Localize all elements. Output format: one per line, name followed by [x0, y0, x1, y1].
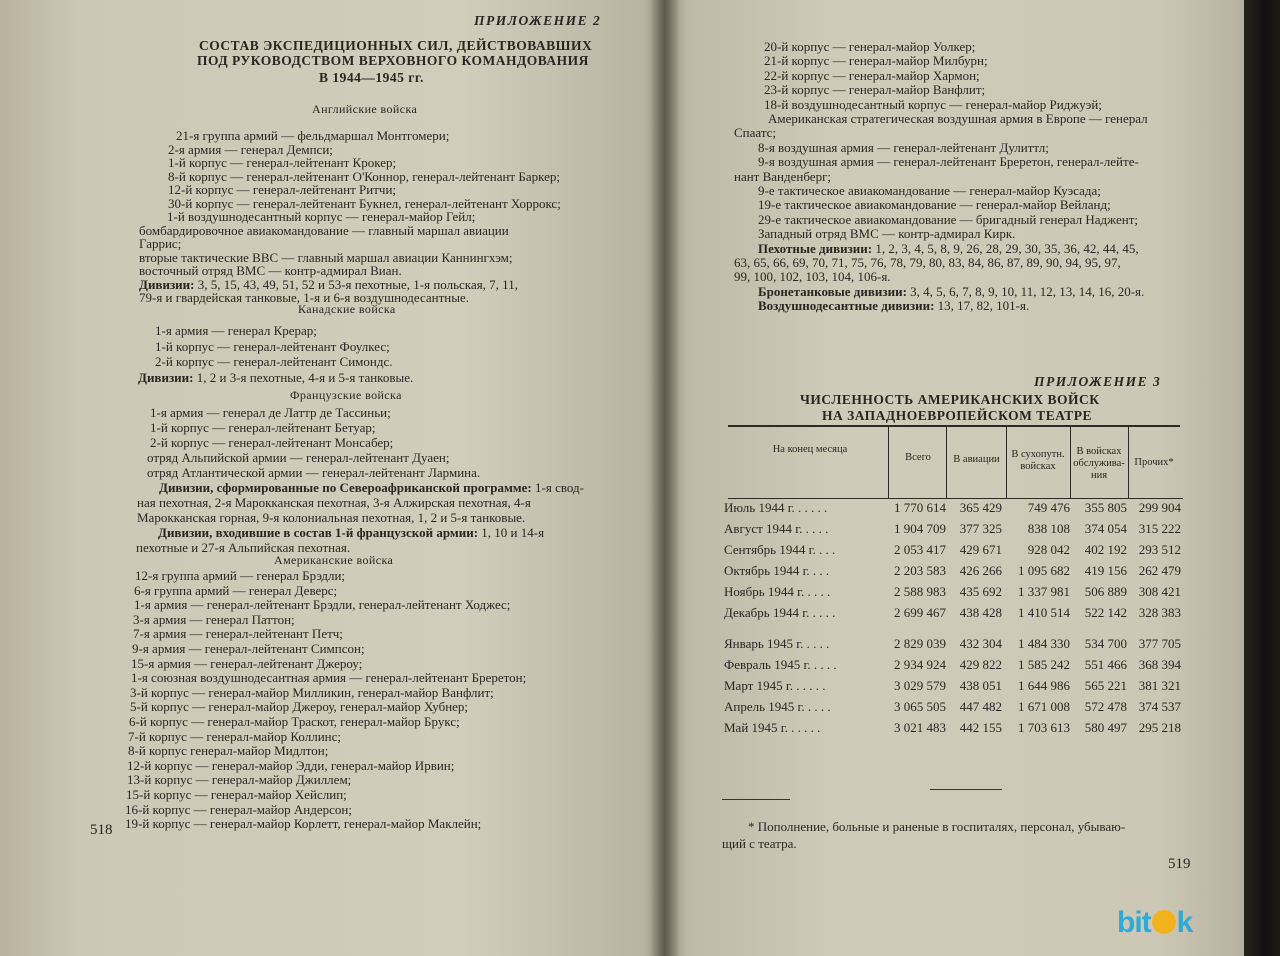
- canadian-block-line: 1-я армия — генерал Крерар;: [155, 323, 317, 338]
- total-cell: 2 699 467: [894, 605, 946, 620]
- line-rest: 1, 2, 3, 4, 5, 8, 9, 26, 28, 29, 30, 35, 36, 42, 44, 45,: [872, 240, 1139, 256]
- service-cell: 506 889: [1084, 584, 1127, 599]
- month-cell: Апрель 1945 г. . . . .: [724, 699, 831, 714]
- month-cell: Май 1945 г. . . . . .: [724, 720, 821, 735]
- french-block-line: Марокканская горная, 9-я колониальная пехотная, 1, 2 и 5-я танковые.: [137, 510, 526, 525]
- other-cell: 308 421: [1138, 584, 1181, 599]
- right-title-line-1: ЧИСЛЕННОСТЬ АМЕРИКАНСКИХ ВОЙСК: [800, 392, 1100, 407]
- right-continued-line: 99, 100, 102, 103, 104, 106-я.: [734, 269, 891, 285]
- footnote-line-2: щий с театра.: [722, 836, 797, 851]
- total-cell: 3 029 579: [894, 678, 946, 693]
- service-cell: 522 142: [1084, 605, 1127, 620]
- bold-prefix: Воздушнодесантные дивизии:: [758, 298, 935, 314]
- right-continued-line: 9-е тактическое авиакомандование — генерал-майор Куэсада;: [758, 183, 1101, 198]
- right-continued-line: [758, 298, 1029, 313]
- french-block-line: ная пехотная, 2-я Марокканская пехотная, 3-я Алжирская пехотная, 4-я: [137, 495, 531, 510]
- french-block-line: [158, 525, 544, 540]
- right-continued-line: 23-й корпус — генерал-майор Ванфлит;: [764, 82, 986, 98]
- canadian-block-line: [138, 370, 413, 385]
- air-cell: 429 671: [959, 542, 1002, 557]
- total-cell: 2 203 583: [894, 563, 946, 578]
- british-block-line: 12-й корпус — генерал-лейтенант Ритчи;: [168, 182, 397, 197]
- month-cell: Ноябрь 1944 г. . . . .: [724, 584, 831, 599]
- ground-cell: 1 671 008: [1018, 699, 1070, 714]
- american-block-line: 15-й корпус — генерал-майор Хейслип;: [126, 787, 347, 802]
- service-cell: 534 700: [1084, 636, 1127, 651]
- total-cell: 2 588 983: [894, 584, 946, 599]
- total-cell: 3 021 483: [894, 720, 946, 735]
- watermark-text-1: bit: [1117, 906, 1151, 939]
- footnote-line-1: * Пополнение, больные и раненые в госпиталях, персонал, убываю-: [748, 819, 1126, 834]
- right-title-line-2: НА ЗАПАДНОЕВРОПЕЙСКОМ ТЕАТРЕ: [822, 408, 1093, 423]
- table-row: [724, 584, 1184, 604]
- left-title-line-3: В 1944—1945 гг.: [319, 70, 424, 85]
- col-header-ground-line: В сухопутн.: [1011, 449, 1065, 460]
- col-header-month: На конец месяца: [772, 444, 848, 455]
- total-cell: 2 053 417: [894, 542, 946, 557]
- bold-prefix: Бронетанковые дивизии:: [758, 283, 907, 299]
- air-cell: 429 822: [959, 657, 1002, 672]
- air-cell: 447 482: [959, 699, 1002, 714]
- right-continued-line: 21-й корпус — генерал-майор Милбурн;: [764, 53, 988, 69]
- left-title-line-1: СОСТАВ ЭКСПЕДИЦИОННЫХ СИЛ, ДЕЙСТВОВАВШИХ: [199, 38, 593, 53]
- total-cell: 3 065 505: [894, 699, 946, 714]
- site-watermark-logo: [1117, 906, 1192, 940]
- british-block-line: 79-я и гвардейская танковые, 1-я и 6-я воздушнодесантные.: [139, 290, 469, 305]
- french-block-line: 1-я армия — генерал де Латтр де Тассиньи;: [150, 405, 391, 420]
- american-block-line: 12-я группа армий — генерал Брэдли;: [135, 568, 346, 583]
- american-block-line: 7-я армия — генерал-лейтенант Петч;: [133, 626, 343, 642]
- book-gutter: [650, 0, 680, 956]
- table-top-rule: [728, 425, 1180, 427]
- month-cell: Сентябрь 1944 г. . . .: [724, 542, 836, 557]
- french-block-line: пехотные и 27-я Альпийская пехотная.: [136, 540, 351, 555]
- american-block-line: 16-й корпус — генерал-майор Андерсон;: [125, 801, 352, 817]
- american-block-line: 1-я союзная воздушнодесантная армия — генерал-лейтенант Бреретон;: [131, 670, 527, 686]
- british-block-line: 1-й воздушнодесантный корпус — генерал-майор Гейл;: [167, 209, 476, 224]
- right-continued-line: 63, 65, 66, 69, 70, 71, 75, 76, 78, 79, 80, 83, 84, 86, 87, 89, 90, 94, 95, 97,: [734, 255, 1121, 270]
- col-header-other: Прочих*: [1134, 457, 1174, 468]
- footnote-rule: [722, 799, 790, 800]
- table-col-divider: [888, 427, 889, 498]
- line-rest: 1, 10 и 14-я: [478, 525, 545, 540]
- service-cell: 572 478: [1084, 699, 1127, 714]
- ground-cell: 928 042: [1027, 542, 1070, 557]
- other-cell: 262 479: [1138, 563, 1181, 578]
- col-header-air: В авиации: [953, 454, 1000, 465]
- bold-prefix: Пехотные дивизии:: [758, 240, 873, 256]
- bold-prefix: Дивизии, сформированные по Североафриканской программе:: [159, 480, 532, 495]
- ground-cell: 1 095 682: [1018, 563, 1070, 578]
- left-title-line-2: ПОД РУКОВОДСТВОМ ВЕРХОВНОГО КОМАНДОВАНИЯ: [197, 53, 589, 68]
- air-cell: 377 325: [959, 521, 1002, 536]
- right-continued-line: 20-й корпус — генерал-майор Уолкер;: [764, 39, 976, 54]
- canadian-heading: Канадские войска: [298, 302, 396, 316]
- air-cell: 438 051: [959, 678, 1002, 693]
- air-cell: 438 428: [959, 605, 1002, 620]
- other-cell: 381 321: [1138, 678, 1181, 693]
- table-bottom-rule: [930, 789, 1002, 790]
- french-block-line: [159, 480, 584, 495]
- air-cell: 442 155: [959, 720, 1002, 735]
- british-heading: Английские войска: [312, 102, 418, 116]
- table-row: [724, 521, 1184, 541]
- total-cell: 2 829 039: [894, 636, 946, 651]
- right-continued-line: [758, 284, 1144, 299]
- ground-cell: 1 644 986: [1018, 678, 1070, 693]
- french-block-line: отряд Атлантической армии — генерал-лейтенант Лармина.: [147, 465, 481, 480]
- bold-prefix: Дивизии:: [139, 276, 195, 292]
- ground-cell: 1 337 981: [1018, 584, 1070, 599]
- other-cell: 315 222: [1138, 521, 1181, 536]
- service-cell: 374 054: [1084, 521, 1127, 536]
- table-row: [724, 542, 1184, 562]
- british-block-line: 2-я армия — генерал Демпси;: [168, 141, 333, 157]
- canadian-block-line: 1-й корпус — генерал-лейтенант Фоулкес;: [155, 338, 390, 354]
- american-block-line: 9-я армия — генерал-лейтенант Симпсон;: [132, 641, 365, 656]
- right-continued-line: Спаатс;: [734, 125, 777, 141]
- table-row: [724, 636, 1184, 656]
- total-cell: 1 770 614: [894, 500, 946, 515]
- american-block-line: 7-й корпус — генерал-майор Коллинс;: [128, 728, 342, 744]
- ground-cell: 1 484 330: [1018, 636, 1070, 651]
- american-block-line: 8-й корпус генерал-майор Мидлтон;: [128, 743, 329, 759]
- british-block-line: вторые тактические ВВС — главный маршал авиации Каннингхэм;: [139, 249, 513, 265]
- canadian-block-line: 2-й корпус — генерал-лейтенант Симондс.: [155, 354, 393, 369]
- american-block-line: 1-я армия — генерал-лейтенант Брэдли, генерал-лейтенант Ходжес;: [134, 597, 511, 613]
- air-cell: 432 304: [959, 636, 1002, 651]
- british-block-line: 8-й корпус — генерал-лейтенант О'Коннор, генерал-лейтенант Баркер;: [168, 168, 560, 184]
- page-number-right: 519: [1168, 856, 1191, 872]
- watermark-o-icon: [1152, 910, 1176, 934]
- service-cell: 551 466: [1084, 657, 1127, 672]
- right-continued-line: Американская стратегическая воздушная армия в Европе — генерал: [768, 111, 1148, 126]
- book-cover-edge: [1242, 0, 1280, 956]
- col-header-service-line: В войсках: [1076, 446, 1122, 457]
- total-cell: 1 904 709: [894, 521, 946, 536]
- american-block-line: 6-й корпус — генерал-майор Траскот, генерал-майор Брукс;: [129, 714, 460, 729]
- line-rest: 13, 17, 82, 101-я.: [934, 298, 1030, 314]
- line-rest: 3, 4, 5, 6, 7, 8, 9, 10, 11, 12, 13, 14, 16, 20-я.: [906, 283, 1145, 299]
- french-block-line: отряд Альпийской армии — генерал-лейтенант Дуаен;: [147, 450, 450, 465]
- french-block-line: 1-й корпус — генерал-лейтенант Бетуар;: [150, 420, 376, 435]
- right-continued-line: 18-й воздушнодесантный корпус — генерал-майор Риджуэй;: [764, 96, 1102, 112]
- month-cell: Август 1944 г. . . . .: [724, 521, 829, 536]
- page-number-left: 518: [90, 822, 113, 838]
- other-cell: 377 705: [1138, 636, 1181, 651]
- col-header-service: [1070, 446, 1128, 482]
- american-block-line: 19-й корпус — генерал-майор Корлетт, генерал-майор Маклейн;: [125, 816, 482, 832]
- other-cell: 299 904: [1138, 500, 1181, 515]
- month-cell: Декабрь 1944 г. . . . .: [724, 605, 836, 620]
- british-block-line: 30-й корпус — генерал-лейтенант Букнел, генерал-лейтенант Хоррокс;: [168, 195, 561, 211]
- american-block-line: 3-я армия — генерал Паттон;: [133, 611, 295, 627]
- ground-cell: 1 703 613: [1018, 720, 1070, 735]
- service-cell: 402 192: [1084, 542, 1127, 557]
- american-block-line: 13-й корпус — генерал-майор Джиллем;: [127, 772, 352, 788]
- ground-cell: 838 108: [1027, 521, 1070, 536]
- ground-cell: 1 410 514: [1018, 605, 1070, 620]
- british-block-line: 1-й корпус — генерал-лейтенант Крокер;: [168, 155, 397, 170]
- table-row: [724, 678, 1184, 698]
- line-rest: 3, 5, 15, 43, 49, 51, 52 и 53-я пехотные, 1-я польская, 7, 11,: [194, 276, 518, 292]
- french-block-line: 2-й корпус — генерал-лейтенант Монсабер;: [150, 435, 394, 450]
- other-cell: 374 537: [1138, 699, 1181, 714]
- other-cell: 368 394: [1138, 657, 1181, 672]
- right-continued-line: нант Ванденберг;: [734, 168, 832, 184]
- british-block-line: бомбардировочное авиакомандование — главный маршал авиации: [139, 222, 509, 238]
- right-continued-line: Западный отряд ВМС — контр-адмирал Кирк.: [758, 226, 1016, 242]
- service-cell: 565 221: [1084, 678, 1127, 693]
- right-continued-line: 19-е тактическое авиакомандование — генерал-майор Вейланд;: [758, 197, 1111, 213]
- american-block-line: 6-я группа армий — генерал Деверс;: [134, 582, 338, 598]
- american-block-line: 15-я армия — генерал-лейтенант Джероу;: [131, 655, 363, 671]
- appendix-label-2: ПРИЛОЖЕНИЕ 2: [474, 13, 602, 28]
- right-continued-line: [758, 241, 1139, 256]
- other-cell: 293 512: [1138, 542, 1181, 557]
- right-continued-line: 29-е тактическое авиакомандование — бригадный генерал Наджент;: [758, 211, 1138, 227]
- british-block-line: восточный отряд ВМС — контр-адмирал Виан.: [139, 263, 402, 278]
- service-cell: 419 156: [1084, 563, 1127, 578]
- service-cell: 355 805: [1084, 500, 1127, 515]
- col-header-ground: [1006, 449, 1070, 473]
- table-row: [724, 699, 1184, 719]
- other-cell: 328 383: [1138, 605, 1181, 620]
- table-row: [724, 605, 1184, 625]
- bold-prefix: Дивизии, входившие в состав 1-й французской армии:: [158, 525, 479, 540]
- table-row: [724, 657, 1184, 677]
- table-row: [724, 563, 1184, 583]
- month-cell: Февраль 1945 г. . . . .: [724, 657, 837, 672]
- col-header-service-line: обслужива-: [1073, 458, 1125, 469]
- total-cell: 2 934 924: [894, 657, 946, 672]
- table-header-rule: [728, 498, 1183, 499]
- col-header-total: Всего: [905, 452, 931, 463]
- right-continued-line: 22-й корпус — генерал-майор Хармон;: [764, 67, 980, 83]
- watermark-text-2: k: [1176, 906, 1193, 939]
- table-row: [724, 720, 1184, 740]
- right-continued-line: 9-я воздушная армия — генерал-лейтенант Бреретон, генерал-лейте-: [758, 154, 1139, 170]
- air-cell: 435 692: [959, 584, 1002, 599]
- line-rest: 1, 2 и 3-я пехотные, 4-я и 5-я танковые.: [193, 369, 414, 385]
- american-block-line: 3-й корпус — генерал-майор Милликин, генерал-майор Ванфлит;: [130, 684, 494, 700]
- service-cell: 580 497: [1084, 720, 1127, 735]
- line-rest: 1-я свод-: [531, 480, 584, 495]
- air-cell: 365 429: [959, 500, 1002, 515]
- right-continued-line: 8-я воздушная армия — генерал-лейтенант Дулиттл;: [758, 139, 1049, 155]
- month-cell: Октябрь 1944 г. . . .: [724, 563, 830, 578]
- air-cell: 426 266: [959, 563, 1002, 578]
- ground-cell: 1 585 242: [1018, 657, 1070, 672]
- col-header-ground-line: войсках: [1020, 461, 1056, 472]
- ground-cell: 749 476: [1027, 500, 1070, 515]
- bold-prefix: Дивизии:: [138, 369, 194, 385]
- american-block-line: 12-й корпус — генерал-майор Эдди, генерал-майор Ирвин;: [127, 757, 455, 773]
- british-block-line: 21-я группа армий — фельдмаршал Монтгомери;: [176, 128, 450, 143]
- other-cell: 295 218: [1138, 720, 1181, 735]
- french-heading: Французские войска: [290, 388, 402, 402]
- month-cell: Март 1945 г. . . . . .: [724, 678, 826, 693]
- appendix-label-3: ПРИЛОЖЕНИЕ 3: [1034, 374, 1162, 389]
- american-heading: Американские войска: [274, 553, 394, 567]
- american-block-line: 5-й корпус — генерал-майор Джероу, генерал-майор Хубнер;: [130, 699, 469, 715]
- british-block-line: Гаррис;: [139, 236, 182, 251]
- col-header-service-line: ния: [1090, 470, 1108, 481]
- table-row: [724, 500, 1184, 520]
- month-cell: Июль 1944 г. . . . . .: [724, 500, 828, 515]
- month-cell: Январь 1945 г. . . . .: [724, 636, 830, 651]
